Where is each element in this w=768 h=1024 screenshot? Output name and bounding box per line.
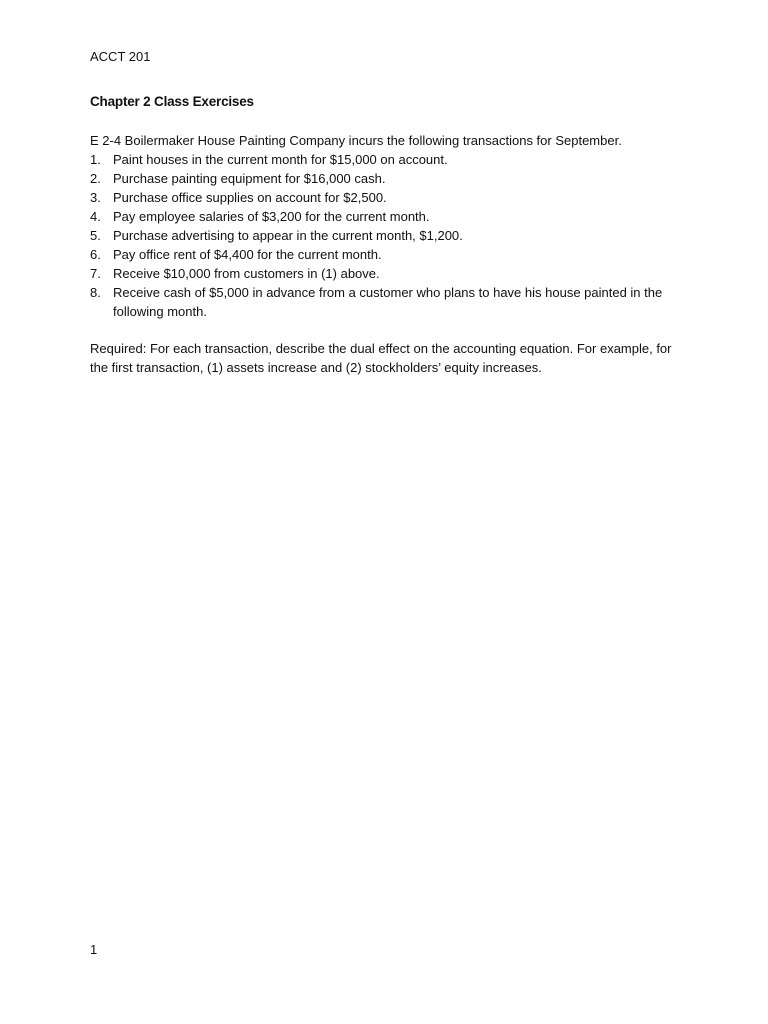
list-item-number: 1. xyxy=(90,152,101,167)
list-item xyxy=(90,150,680,169)
list-item xyxy=(90,283,680,321)
list-item-text: Pay office rent of $4,400 for the current month. xyxy=(113,247,382,262)
list-item-text: Receive cash of $5,000 in advance from a customer who plans to have his house painted in the following month. xyxy=(113,285,663,319)
exercise-intro: E 2-4 Boilermaker House Painting Company incurs the following transactions for September. xyxy=(90,133,622,148)
list-item-text: Pay employee salaries of $3,200 for the current month. xyxy=(113,209,430,224)
list-item xyxy=(90,169,680,188)
page-number: 1 xyxy=(90,942,98,957)
list-item xyxy=(90,207,680,226)
list-item-text: Purchase advertising to appear in the current month, $1,200. xyxy=(113,228,463,243)
list-item xyxy=(90,226,680,245)
list-item-number: 5. xyxy=(90,228,101,243)
list-item xyxy=(90,245,680,264)
list-item xyxy=(90,188,680,207)
course-code: ACCT 201 xyxy=(90,49,151,64)
list-item-text: Purchase painting equipment for $16,000 cash. xyxy=(113,171,386,186)
page-title: Chapter 2 Class Exercises xyxy=(90,94,254,109)
list-item-text: Purchase office supplies on account for $2,500. xyxy=(113,190,387,205)
list-item xyxy=(90,264,680,283)
list-item-text: Paint houses in the current month for $15,000 on account. xyxy=(113,152,448,167)
list-item-number: 2. xyxy=(90,171,101,186)
list-item-number: 4. xyxy=(90,209,101,224)
list-item-text: Receive $10,000 from customers in (1) above. xyxy=(113,266,380,281)
list-item-number: 8. xyxy=(90,285,101,300)
transaction-list xyxy=(90,150,680,321)
list-item-number: 6. xyxy=(90,247,101,262)
required-instructions: Required: For each transaction, describe the dual effect on the accounting equation. For example, for the first transaction, (1) assets increase and (2) stockholders’ equity increases. xyxy=(90,341,672,375)
list-item-number: 7. xyxy=(90,266,101,281)
exercise-body xyxy=(90,131,680,377)
list-item-number: 3. xyxy=(90,190,101,205)
